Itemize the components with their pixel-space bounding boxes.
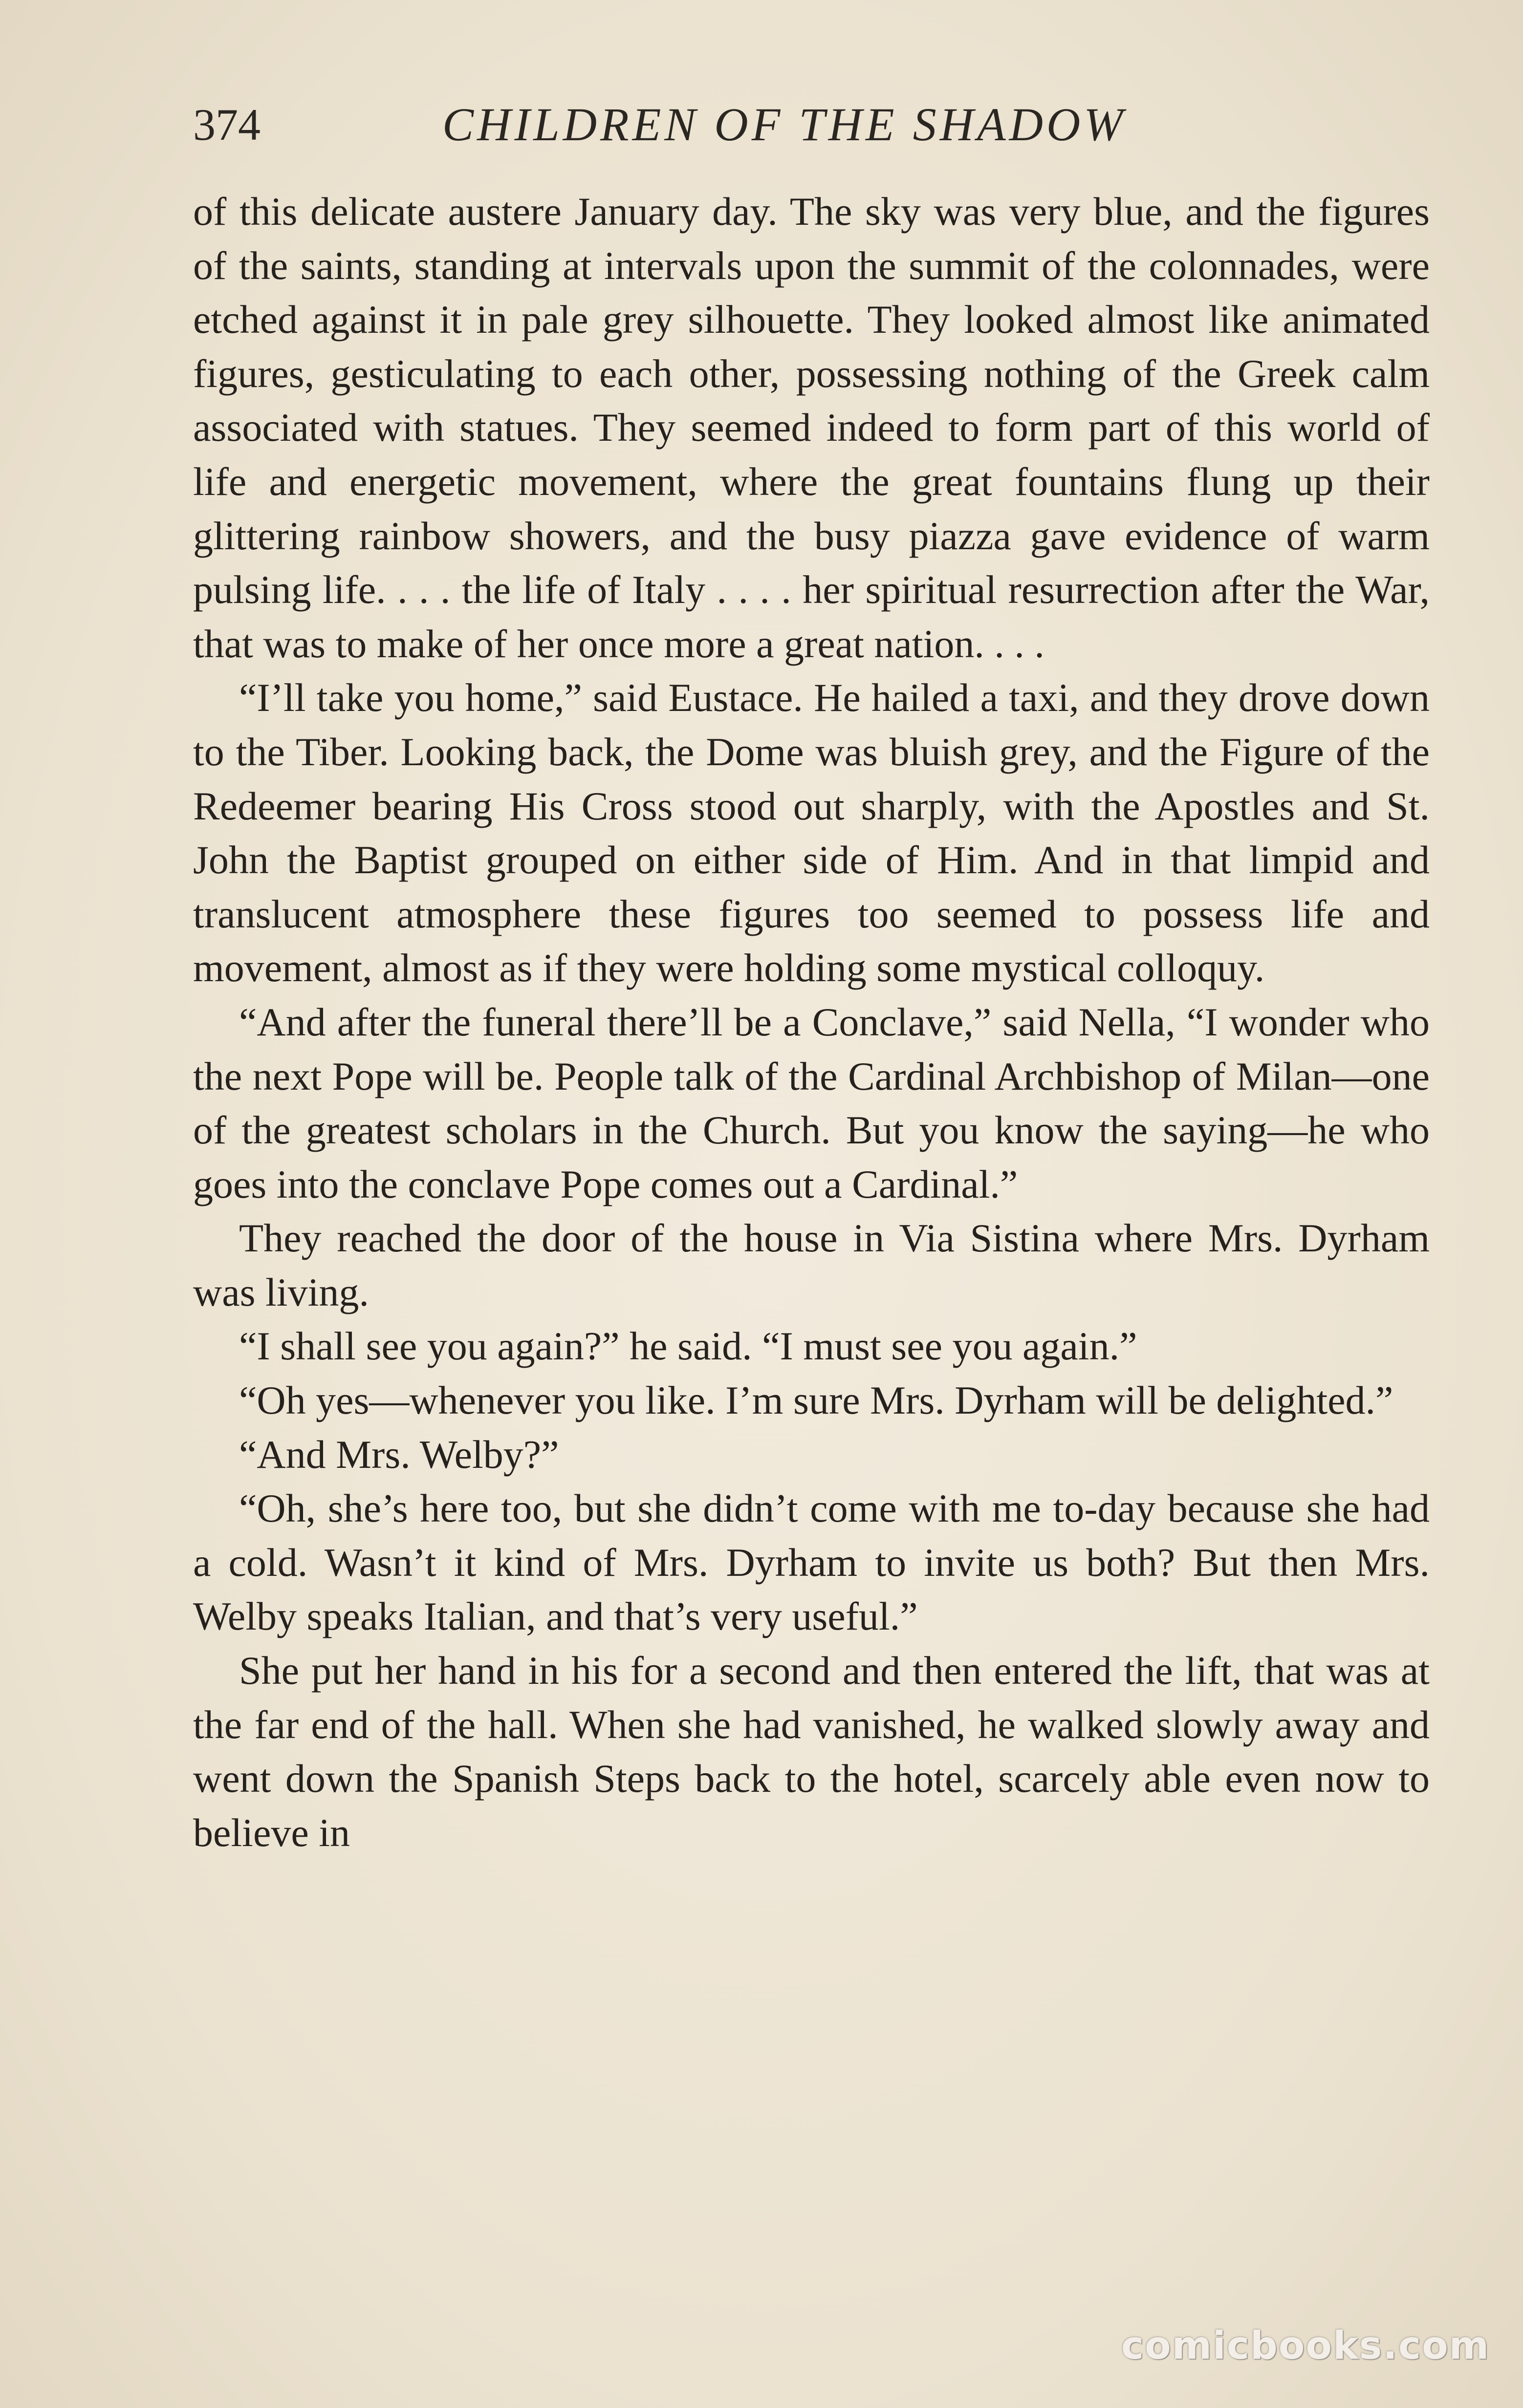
paragraph: They reached the door of the house in Via Sistina where Mrs. Dyrham was living. (193, 1216, 1430, 1314)
paragraph: “I shall see you again?” he said. “I must see you again.” (239, 1324, 1137, 1369)
running-title: CHILDREN OF THE SHADOW (442, 98, 1127, 150)
paragraph: “Oh yes—whenever you like. I’m sure Mrs. Dyrham will be delighted.” (239, 1378, 1393, 1423)
page-number: 374 (193, 100, 261, 150)
body-text (193, 185, 1430, 1860)
paragraph: She put her hand in his for a second and then entered the lift, that was at the far end of the hall. When she had vanished, he walked slowly away and went down the Spanish Steps back to the hotel, scarcely able even now to believe in (193, 1648, 1430, 1855)
paragraph: “And after the funeral there’ll be a Conclave,” said Nella, “I wonder who the next Pope will be. People talk of the Cardinal Archbishop of Milan—one of the greatest scholars in the Church. But you know the saying—he who goes into the conclave Pope comes out a Cardinal.” (193, 999, 1430, 1206)
page-header (193, 93, 1430, 156)
paragraph: of this delicate austere January day. The sky was very blue, and the figures of the saints, standing at intervals upon the summit of the colonnades, were etched against it in pale grey silhouette. They looked almost like animated figures, gesticulating to each other, possessing nothing of the Greek calm associated with statues. They seemed indeed to form part of this world of life and energetic movement, where the great fountains flung up their glittering rainbow showers, and the busy piazza gave evidence of warm pulsing life. . . . the life of Italy . . . . her spiritual resurrection after the War, that was to make of her once more a great nation. . . . (193, 189, 1430, 666)
paragraph: “And Mrs. Welby?” (239, 1432, 559, 1477)
paragraph: “I’ll take you home,” said Eustace. He hailed a taxi, and they drove down to the Tiber. Looking back, the Dome was bluish grey, and the Figure of the Redeemer bearing His Cross stood out sharply, with the Apostles and St. John the Baptist grouped on either side of Him. And in that limpid and translucent atmosphere these figures too seemed to possess life and movement, almost as if they were holding some mystical colloquy. (193, 675, 1430, 990)
watermark: comicbooks.com (1121, 2324, 1490, 2368)
paragraph: “Oh, she’s here too, but she didn’t come with me to-day because she had a cold. Wasn’t it kind of Mrs. Dyrham to invite us both? But then Mrs. Welby speaks Italian, and that’s very useful.” (193, 1486, 1430, 1639)
